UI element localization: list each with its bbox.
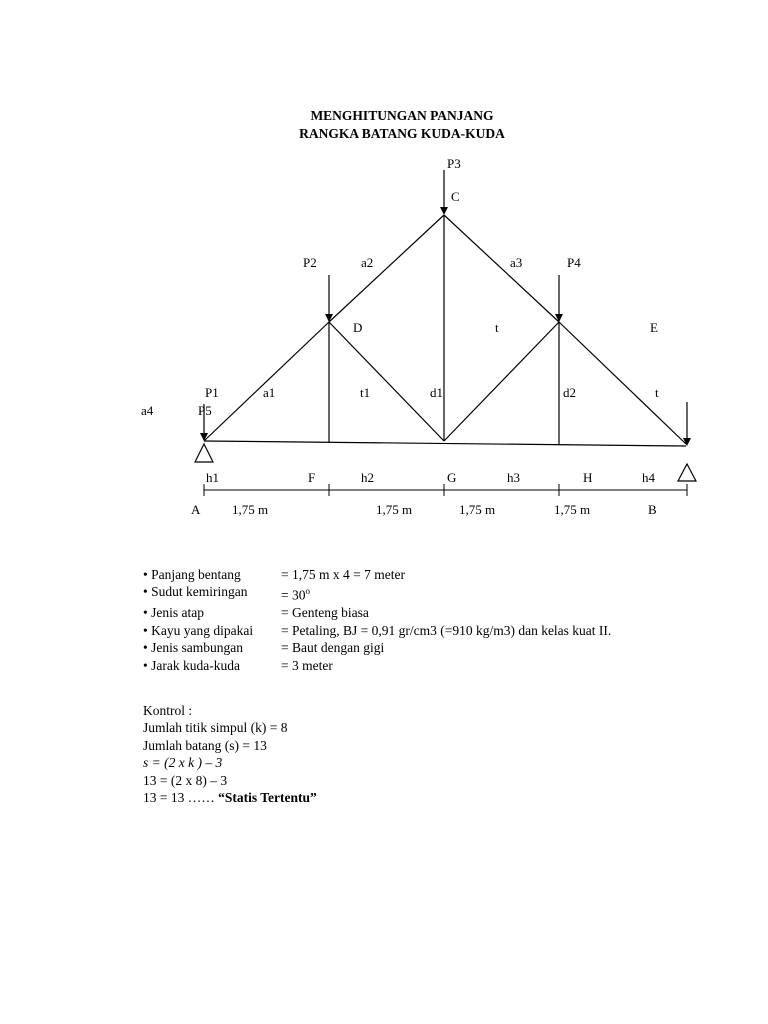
label-node-c: C (451, 189, 460, 204)
spec-list (143, 566, 611, 674)
kontrol-line: 13 = (2 x 8) – 3 (143, 772, 228, 788)
label-member-a1: a1 (263, 385, 276, 400)
label-member-h1: h1 (206, 470, 219, 485)
label-node-b: B (648, 502, 657, 517)
spec-value (281, 583, 310, 604)
member-d1 (329, 322, 444, 441)
spec-value-text: = 30 (281, 587, 306, 603)
label-node-h: H (583, 470, 593, 485)
kontrol-line: Jumlah batang (s) = 13 (143, 737, 267, 753)
spec-item (143, 566, 611, 583)
spec-label: • Jenis atap (143, 605, 204, 621)
kontrol-result (143, 789, 317, 806)
label-member-d1: d1 (430, 385, 443, 400)
spec-value: = 1,75 m x 4 = 7 meter (281, 567, 405, 582)
spec-item (143, 657, 611, 674)
label-load-p4: P4 (567, 255, 581, 270)
kontrol-line: Jumlah titik simpul (k) = 8 (143, 720, 288, 736)
kontrol-formula: s = (2 x k ) – 3 (143, 755, 223, 771)
spec-item (143, 639, 611, 656)
label-load-p1: P1 (205, 385, 219, 400)
kontrol-heading: Kontrol : (143, 703, 193, 718)
member-a1 (204, 322, 329, 441)
label-member-h4: h4 (642, 470, 655, 485)
page-title-line-1: MENGHITUNGAN PANJANG (310, 108, 494, 123)
label-node-d: D (353, 320, 363, 335)
spec-label: • Sudut kemiringan (143, 584, 248, 600)
spec-value: = 3 meter (281, 657, 333, 673)
label-load-p3: P3 (447, 156, 461, 171)
support-b-icon (678, 464, 696, 481)
member-d2 (444, 322, 559, 441)
label-member-a3: a3 (510, 255, 523, 270)
spec-item (143, 622, 611, 639)
dimension-label: 1,75 m (232, 502, 269, 517)
kontrol-result-label: “Statis Tertentu” (218, 790, 317, 806)
spec-label: • Panjang bentang (143, 567, 241, 582)
member-bottom-chord (204, 441, 686, 446)
member-a3 (444, 215, 559, 322)
dimension-label: 1,75 m (459, 502, 496, 517)
degree-superscript: o (305, 586, 310, 597)
label-node-e: E (650, 320, 658, 335)
kontrol-result-prefix: 13 = 13 …… (143, 790, 219, 806)
label-load-p2: P2 (303, 255, 317, 270)
spec-item (143, 583, 611, 604)
spec-item (143, 604, 611, 621)
support-a-icon (195, 444, 213, 462)
label-member-d2: d2 (563, 385, 576, 400)
label-member-a2: a2 (361, 255, 374, 270)
spec-label: • Kayu yang dipakai (143, 622, 254, 638)
dimension-label: 1,75 m (376, 502, 413, 517)
label-node-g: G (447, 470, 457, 485)
label-member-t-right: t (655, 385, 659, 400)
label-member-t1: t1 (360, 385, 371, 400)
page-title-line-2: RANGKA BATANG KUDA-KUDA (299, 126, 505, 141)
label-node-f: F (308, 470, 316, 485)
label-member-a4: a4 (141, 403, 154, 418)
member-a4 (559, 322, 686, 444)
spec-value: = Baut dengan gigi (281, 640, 385, 656)
spec-value: = Petaling, BJ = 0,91 gr/cm3 (=910 kg/m3) dan kelas kuat II. (281, 622, 612, 638)
member-a2 (329, 215, 444, 322)
label-member-h2: h2 (361, 470, 374, 485)
label-member-t: t (495, 320, 499, 335)
spec-value: = Genteng biasa (281, 605, 369, 621)
dimension-label: 1,75 m (554, 502, 591, 517)
spec-label: • Jarak kuda-kuda (143, 657, 240, 673)
label-load-p5: P5 (198, 403, 212, 418)
spec-label: • Jenis sambungan (143, 640, 243, 656)
label-node-a: A (191, 502, 201, 517)
kontrol-section (143, 702, 317, 806)
label-member-h3: h3 (507, 470, 520, 485)
